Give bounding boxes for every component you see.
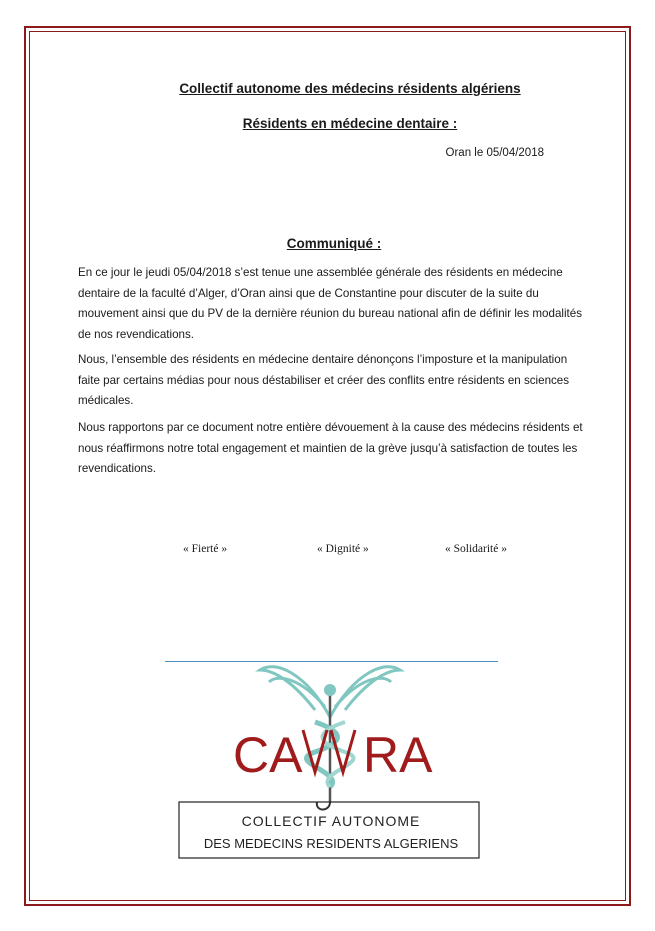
logo-acronym-right: RA [363,727,433,783]
paragraph-denunciation: Nous, l’ensemble des résidents en médecine dentaire dénonçons l’imposture et la manipulation faite par certains médias pour nous déstabiliser et créer des conflits entre résidents en sciences médicales. [78,353,570,407]
paragraph-assembly: En ce jour le jeudi 05/04/2018 s’est tenue une assemblée générale des résidents en médecine dentaire de la faculté d’Alger, d’Oran ainsi que de Constantine pour discuter de la suite du mouvement ainsi que du PV de la dernière réunion du bureau national afin de définir les modalités de nos revendications. [78,266,583,341]
logo-caption-line2: DES MEDECINS RESIDENTS ALGERIENS [203,836,459,851]
document-date: Oran le 05/04/2018 [445,147,544,159]
motto-solidarite: « Solidarité » [445,543,507,555]
paragraph-commitment: Nous rapportons par ce document notre entière dévouement à la cause des médecins résidents et nous réaffirmons notre total engagement et maintien de la grève jusqu’à satisfaction de toutes les revendications. [78,421,583,475]
communique-heading: Communiqué : [286,236,382,251]
motto-dignite: « Dignité » [317,543,369,555]
document-title: Collectif autonome des médecins résidents algériens [179,81,521,96]
document-subtitle: Résidents en médecine dentaire : [242,116,458,131]
motto-fierte: « Fierté » [183,543,228,555]
logo-caption-line1: COLLECTIF AUTONOME [241,813,421,829]
caduceus-staff-icon [306,684,353,810]
camra-logo [165,662,498,860]
logo-acronym-left: CA [233,727,303,783]
